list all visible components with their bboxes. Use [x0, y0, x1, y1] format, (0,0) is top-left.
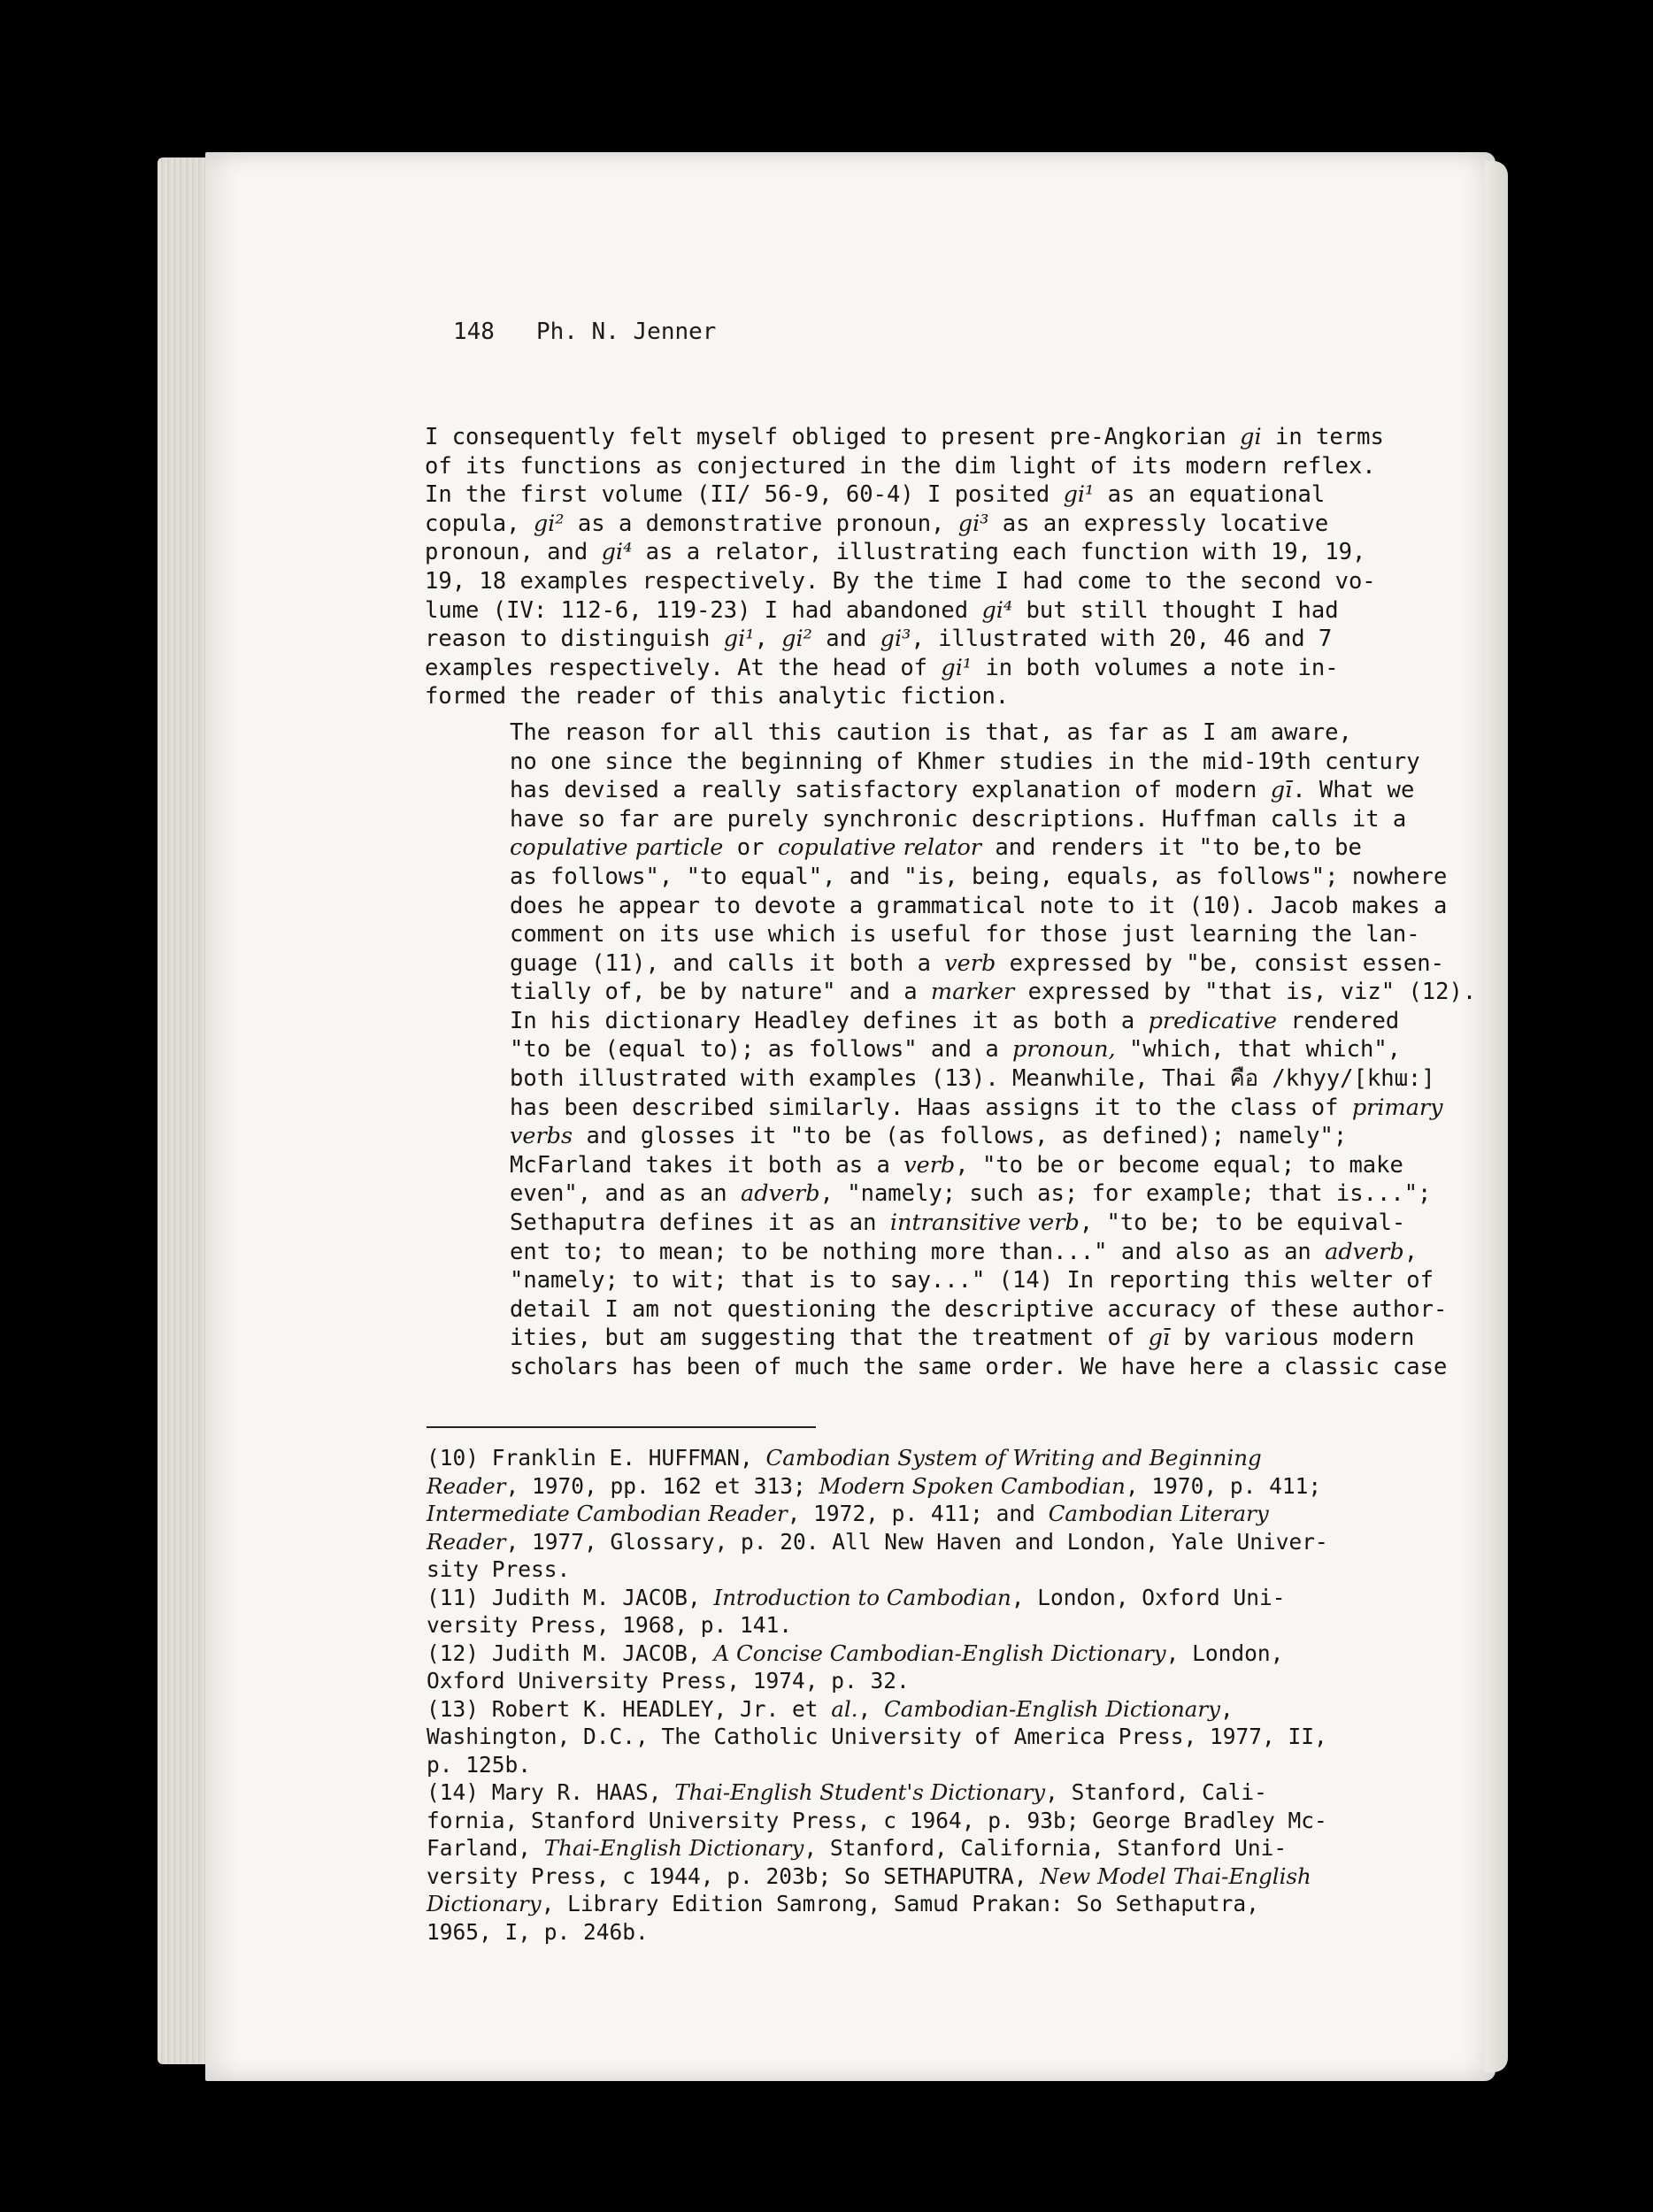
- italic-term: intransitive verb: [889, 1210, 1080, 1237]
- running-head-author: Ph. N. Jenner: [535, 319, 717, 345]
- footnote-line: (11) Judith M. JACOB, Introduction to Cambodian, London, Oxford Uni-: [427, 1584, 1286, 1610]
- footnote-line: (13) Robert K. HEADLEY, Jr. et al., Cambodian-English Dictionary,: [427, 1695, 1234, 1722]
- footnote: [427, 1695, 1409, 1779]
- italic-term: Thai-English Student's Dictionary: [674, 1779, 1046, 1805]
- italic-term: primary: [1351, 1094, 1443, 1121]
- footnote-line: Washington, D.C., The Catholic University of America Press, 1977, II,: [427, 1724, 1327, 1749]
- footnote: [427, 1444, 1409, 1584]
- paragraph-2-line: has been described similarly. Haas assigns it to the class of primary: [510, 1094, 1443, 1121]
- paragraph-1-line: reason to distinguish gi¹, gi² and gi³, illustrated with 20, 46 and 7: [425, 626, 1333, 653]
- paragraph-1-line: pronoun, and gi⁴ as a relator, illustrating each function with 19, 19,: [425, 539, 1366, 566]
- italic-term: Modern Spoken Cambodian: [819, 1472, 1126, 1499]
- italic-term: adverb: [1325, 1238, 1404, 1265]
- italic-term: New Model Thai-English: [1040, 1863, 1311, 1889]
- italic-term: copulative relator: [777, 834, 982, 862]
- italic-term: Cambodian-English Dictionary: [884, 1695, 1220, 1722]
- italic-term: gi⁴: [601, 539, 633, 566]
- paragraph-1-line: 19, 18 examples respectively. By the time I had come to the second vo-: [425, 567, 1376, 595]
- paragraph-2-line: copulative particle or copulative relator and renders it "to be,to be: [510, 834, 1362, 862]
- italic-term: marker: [930, 979, 1015, 1006]
- paragraph-2-line: In his dictionary Headley defines it as both a predicative rendered: [510, 1007, 1400, 1034]
- footnote-line: versity Press, c 1944, p. 203b; So SETHAPUTRA, New Model Thai-English: [427, 1863, 1311, 1889]
- footnote-line: Reader, 1977, Glossary, p. 20. All New Haven and London, Yale Univer-: [427, 1528, 1328, 1555]
- book-page: [205, 152, 1495, 2081]
- paragraph-1-line: copula, gi² as a demonstrative pronoun, gi³ as an expressly locative: [425, 510, 1329, 537]
- footnote-line: Dictionary, Library Edition Samrong, Samud Prakan: So Sethaputra,: [427, 1891, 1259, 1916]
- italic-term: Thai-English Dictionary: [543, 1835, 804, 1861]
- paragraph-2-line: both illustrated with examples (13). Meanwhile, Thai คือ /khyy/[khɯ:]: [510, 1065, 1435, 1093]
- italic-term: gī: [1270, 777, 1293, 804]
- footnote: [427, 1584, 1409, 1640]
- main-text: [425, 423, 1477, 1382]
- page-number: 148: [453, 319, 495, 345]
- paragraph-1-line: I consequently felt myself obliged to present pre-Angkorian gi in terms: [425, 424, 1384, 450]
- paragraph-2-line: no one since the beginning of Khmer studies in the mid-19th century: [510, 748, 1420, 775]
- italic-term: gi: [1240, 424, 1262, 450]
- italic-term: Intermediate Cambodian Reader: [427, 1501, 788, 1526]
- footnote-line: sity Press.: [427, 1556, 571, 1582]
- footnote-line: (10) Franklin E. HUFFMAN, Cambodian System of Writing and Beginning: [427, 1445, 1262, 1471]
- italic-term: verbs: [510, 1123, 573, 1150]
- italic-term: Introduction to Cambodian: [713, 1584, 1011, 1610]
- paragraph-2-line: ent to; to mean; to be nothing more than..." and also as an adverb,: [510, 1238, 1419, 1265]
- paragraph-2-line: ities, but am suggesting that the treatment of gī by various modern: [510, 1325, 1415, 1352]
- italic-term: Cambodian System of Writing and Beginning: [765, 1445, 1262, 1471]
- paragraph-2: [425, 718, 1477, 1382]
- paragraph-2-line: comment on its use which is useful for those just learning the lan-: [510, 921, 1420, 949]
- footnotes: [427, 1444, 1409, 1946]
- italic-term: gi²: [533, 510, 565, 537]
- paragraph-2-line: scholars has been of much the same order. We have here a classic case: [510, 1354, 1448, 1380]
- footnote-line: fornia, Stanford University Press, c 1964, p. 93b; George Bradley Mc-: [427, 1807, 1327, 1833]
- paragraph-2-line: has devised a really satisfactory explanation of modern gī. What we: [510, 777, 1415, 804]
- footnote: [427, 1640, 1409, 1695]
- italic-term: gi³: [880, 626, 911, 653]
- footnote-line: Reader, 1970, pp. 162 et 313; Modern Spoken Cambodian, 1970, p. 411;: [427, 1472, 1322, 1499]
- paragraph-2-line: even", and as an adverb, "namely; such as; for example; that is...";: [510, 1180, 1432, 1208]
- italic-term: gi¹: [1063, 481, 1095, 509]
- footnote-line: 1965, I, p. 246b.: [427, 1918, 649, 1945]
- paragraph-2-line: detail I am not questioning the descriptive accuracy of these author-: [510, 1295, 1448, 1323]
- italic-term: gi³: [957, 510, 989, 537]
- paragraph-1-line: formed the reader of this analytic fiction.: [425, 683, 1010, 710]
- italic-term: al.: [831, 1695, 858, 1722]
- footnote-line: p. 125b.: [427, 1751, 532, 1778]
- italic-term: Reader: [427, 1528, 506, 1555]
- italic-term: gi¹: [941, 654, 973, 681]
- paragraph-2-line: have so far are purely synchronic descriptions. Huffman calls it a: [510, 805, 1407, 833]
- book-page-edges: [158, 157, 211, 2064]
- paragraph-2-line: The reason for all this caution is that, as far as I am aware,: [510, 718, 1352, 746]
- paragraph-1-line: examples respectively. At the head of gi¹ in both volumes a note in-: [425, 654, 1339, 681]
- footnote-line: (14) Mary R. HAAS, Thai-English Student's Dictionary, Stanford, Cali-: [427, 1779, 1267, 1805]
- italic-term: predicative: [1148, 1007, 1278, 1034]
- paragraph-1-line: In the first volume (II/ 56-9, 60-4) I posited gi¹ as an equational: [425, 481, 1326, 509]
- italic-term: verb: [903, 1151, 956, 1179]
- italic-term: verb: [944, 949, 996, 977]
- paragraph-2-line: does he appear to devote a grammatical note to it (10). Jacob makes a: [510, 892, 1448, 919]
- footnote-line: Farland, Thai-English Dictionary, Stanford, California, Stanford Uni-: [427, 1835, 1288, 1861]
- paragraph-1-line: of its functions as conjectured in the dim light of its modern reflex.: [425, 452, 1376, 480]
- italic-term: Reader: [427, 1472, 506, 1499]
- italic-term: Dictionary: [427, 1891, 542, 1916]
- italic-term: copulative particle: [510, 834, 724, 862]
- italic-term: gī: [1148, 1325, 1171, 1352]
- paragraph-2-line: verbs and glosses it "to be (as follows, as defined); namely";: [510, 1123, 1348, 1150]
- italic-term: adverb: [741, 1180, 820, 1208]
- italic-term: gi⁴: [981, 596, 1013, 624]
- paragraph-2-line: McFarland takes it both as a verb, "to be or become equal; to make: [510, 1151, 1403, 1179]
- footnote-rule: [427, 1426, 816, 1428]
- italic-term: pronoun,: [1012, 1036, 1116, 1064]
- footnote-line: Intermediate Cambodian Reader, 1972, p. 411; and Cambodian Literary: [427, 1501, 1269, 1526]
- paragraph-2-line: as follows", "to equal", and "is, being, equals, as follows"; nowhere: [510, 863, 1448, 890]
- footnote-line: versity Press, 1968, p. 141.: [427, 1612, 793, 1638]
- paragraph-2-line: tially of, be by nature" and a marker expressed by "that is, viz" (12).: [510, 979, 1477, 1006]
- italic-term: Cambodian Literary: [1048, 1501, 1269, 1526]
- paragraph-2-line: Sethaputra defines it as an intransitive verb, "to be; to be equival-: [510, 1210, 1406, 1237]
- page-curl-edge: [1485, 161, 1508, 2072]
- paragraph-2-line: "to be (equal to); as follows" and a pronoun, "which, that which",: [510, 1036, 1402, 1064]
- italic-term: gi²: [781, 626, 812, 653]
- footnote: [427, 1778, 1409, 1946]
- footnote-line: (12) Judith M. JACOB, A Concise Cambodian-English Dictionary, London,: [427, 1640, 1284, 1666]
- footnote-line: Oxford University Press, 1974, p. 32.: [427, 1668, 910, 1694]
- paragraph-1: [425, 423, 1409, 711]
- paragraph-1-line: lume (IV: 112-6, 119-23) I had abandoned gi⁴ but still thought I had: [425, 596, 1339, 624]
- italic-term: gi¹: [723, 626, 755, 653]
- running-head: [453, 319, 716, 345]
- italic-term: A Concise Cambodian-English Dictionary: [713, 1640, 1166, 1666]
- paragraph-2-line: guage (11), and calls it both a verb expressed by "be, consist essen-: [510, 949, 1444, 977]
- paragraph-2-line: "namely; to wit; that is to say..." (14) In reporting this welter of: [510, 1267, 1434, 1294]
